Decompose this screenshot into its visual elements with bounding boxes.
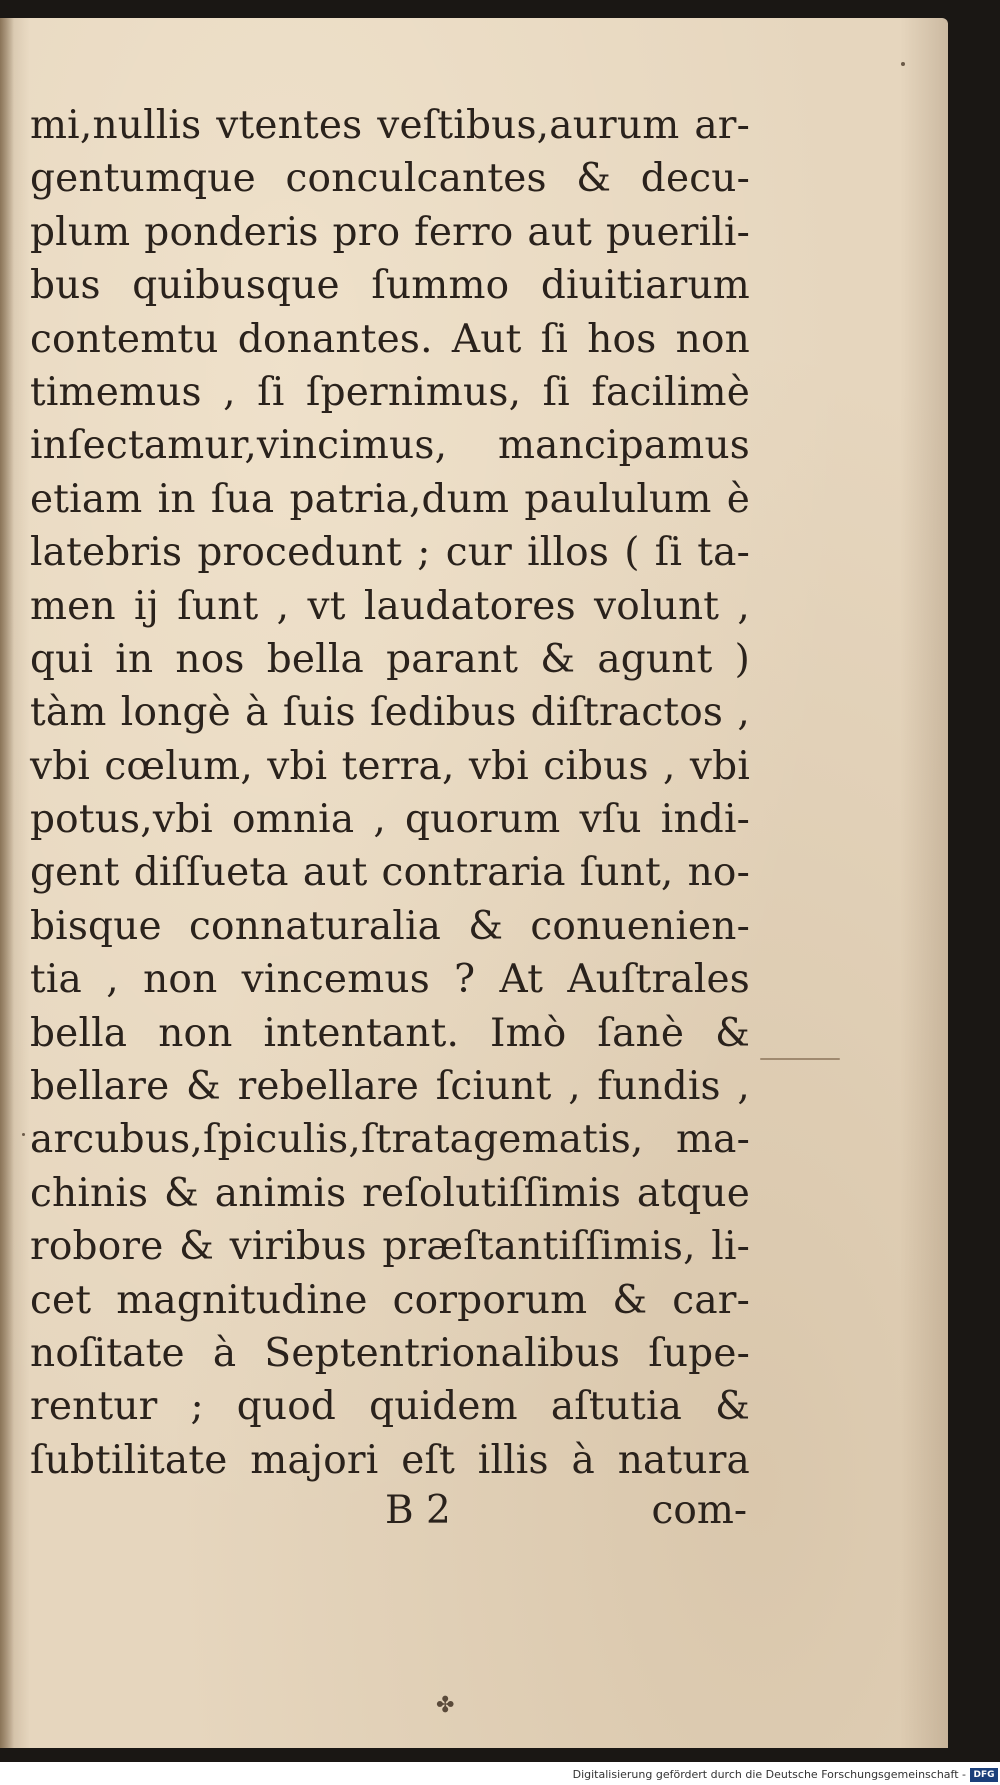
text-line: robore & viribus præſtantiſſimis, li- [30, 1224, 750, 1270]
text-line: potus,vbi omnia , quorum vſu indi- [30, 797, 750, 843]
text-line: contemtu donantes. Aut ſi hos non [30, 316, 750, 362]
paper-speck [760, 1058, 840, 1060]
digitization-credit: Digitalisierung gefördert durch die Deutsche Forschungsgemeinschaft - [572, 1768, 966, 1781]
text-line: timemus , ſi ſpernimus, ſi facilimè [30, 369, 750, 415]
catchword: com- [651, 1488, 747, 1533]
text-line: ſubtilitate majori eſt illis à natura [30, 1437, 750, 1483]
text-line: gent diſſueta aut contraria ſunt, no- [30, 850, 750, 896]
text-line: rentur ; quod quidem aſtutia & [30, 1384, 750, 1430]
text-line: bellare & rebellare ſciunt , fundis , [30, 1064, 750, 1110]
signature-mark: B 2 [385, 1488, 451, 1533]
page-gutter-shadow [0, 18, 14, 1748]
text-line: vbi cœlum, vbi terra, vbi cibus , vbi [30, 743, 750, 789]
text-line: latebris procedunt ; cur illos ( ſi ta- [30, 530, 750, 576]
text-line: qui in nos bella parant & agunt ) [30, 636, 750, 682]
text-line: men ij ſunt , vt laudatores volunt , [30, 583, 750, 629]
page-footer-line [30, 1488, 750, 1548]
text-line: etiam in ſua patria,dum paululum è [30, 476, 750, 522]
text-line: tia , non vincemus ? At Auſtrales [30, 957, 750, 1003]
text-line: plum ponderis pro ferro aut puerili- [30, 209, 750, 255]
paper-speck [901, 62, 905, 66]
ornament-mark: ✤ [436, 1693, 455, 1718]
text-line: noſitate à Septentrionalibus ſupe- [30, 1330, 750, 1376]
text-line: bella non intentant. Imò ſanè & [30, 1010, 750, 1056]
text-line: chinis & animis reſolutiſſimis atque [30, 1170, 750, 1216]
paper-speck [22, 1133, 25, 1136]
body-text [30, 99, 750, 1487]
dfg-logo: DFG [970, 1768, 998, 1782]
text-line: cet magnitudine corporum & car- [30, 1277, 750, 1323]
text-line: gentumque conculcantes & decu- [30, 156, 750, 202]
text-line: bisque connaturalia & conuenien- [30, 903, 750, 949]
text-line: mi,nullis vtentes veſtibus,aurum ar- [30, 103, 750, 148]
text-line: bus quibusque ſummo diuitiarum [30, 263, 750, 309]
text-line: arcubus,ſpiculis,ſtratagematis, ma- [30, 1117, 750, 1163]
text-line: inſectamur,vincimus, mancipamus [30, 423, 750, 469]
book-page [0, 18, 948, 1748]
text-line: tàm longè à ſuis ſedibus diſtractos , [30, 690, 750, 736]
